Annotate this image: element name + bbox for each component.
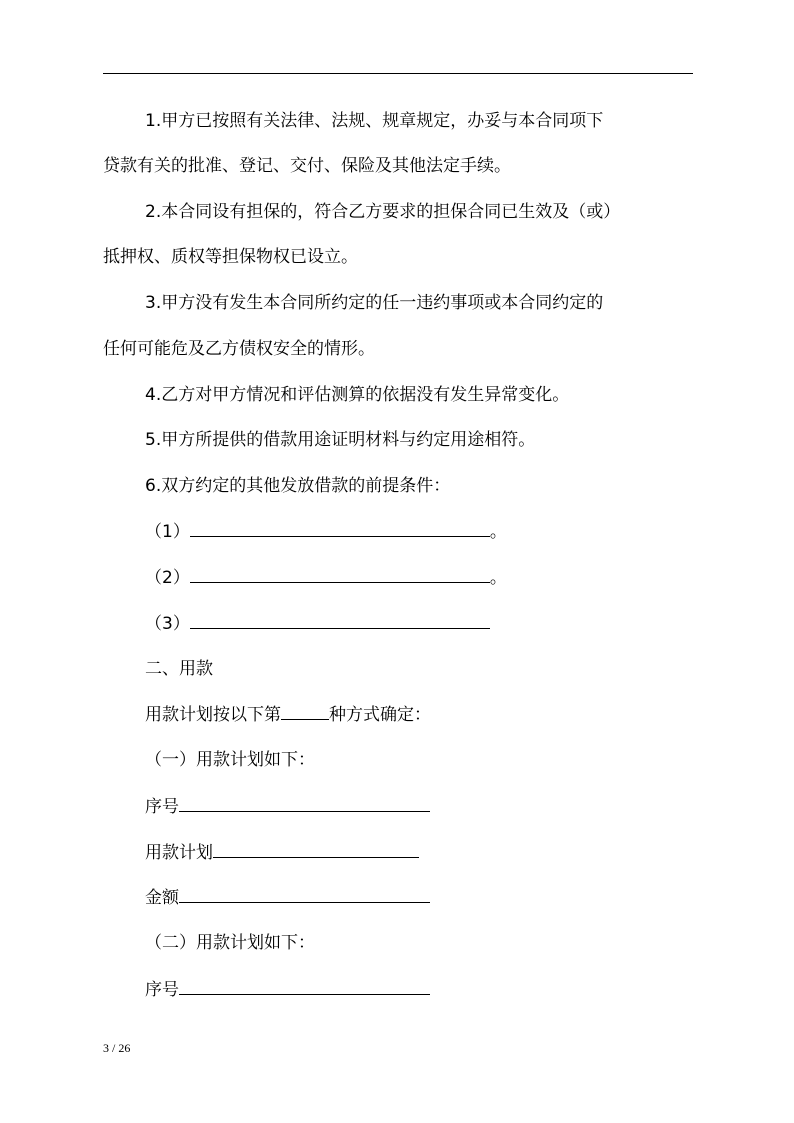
option-1-amount-blank xyxy=(179,886,430,903)
condition-1 xyxy=(145,520,507,543)
option-1-plan-blank xyxy=(213,841,419,858)
paragraph-1-line-1: 1.甲方已按照有关法律、法规、规章规定，办妥与本合同项下 xyxy=(145,111,604,131)
page-number: 3 / 26 xyxy=(103,1041,131,1055)
option-1-plan-label: 用款计划 xyxy=(145,843,213,863)
condition-3-label: （3） xyxy=(145,614,190,634)
condition-3-blank xyxy=(190,612,490,629)
plan-method-post: 种方式确定： xyxy=(329,705,431,725)
option-2-serial xyxy=(145,978,430,1001)
condition-1-label: （1） xyxy=(145,522,190,542)
paragraph-2-line-1: 2.本合同设有担保的，符合乙方要求的担保合同已生效及（或） xyxy=(145,202,621,222)
option-1-heading: （一）用款计划如下： xyxy=(145,750,315,770)
option-1-plan xyxy=(145,841,419,864)
section-heading: 二、用款 xyxy=(145,659,213,679)
condition-1-end: 。 xyxy=(489,522,507,542)
plan-method-blank xyxy=(281,703,329,720)
option-1-serial xyxy=(145,795,430,818)
option-1-amount-label: 金额 xyxy=(145,888,179,908)
option-1-serial-blank xyxy=(179,795,430,812)
paragraph-4: 4.乙方对甲方情况和评估测算的依据没有发生异常变化。 xyxy=(145,385,570,405)
option-2-heading: （二）用款计划如下： xyxy=(145,933,315,953)
header-rule xyxy=(103,73,693,74)
condition-3 xyxy=(145,612,490,635)
paragraph-5: 5.甲方所提供的借款用途证明材料与约定用途相符。 xyxy=(145,430,536,450)
condition-2 xyxy=(145,566,507,589)
paragraph-6: 6.双方约定的其他发放借款的前提条件： xyxy=(145,476,451,496)
plan-method-pre: 用款计划按以下第 xyxy=(145,705,281,725)
option-2-serial-blank xyxy=(179,978,430,995)
plan-method-line xyxy=(145,703,431,726)
option-1-amount xyxy=(145,886,430,909)
option-2-serial-label: 序号 xyxy=(145,980,179,1000)
option-1-serial-label: 序号 xyxy=(145,797,179,817)
condition-2-end: 。 xyxy=(489,568,507,588)
paragraph-3-line-1: 3.甲方没有发生本合同所约定的任一违约事项或本合同约定的 xyxy=(145,293,604,313)
paragraph-2-line-2: 抵押权、质权等担保物权已设立。 xyxy=(103,247,358,267)
condition-2-label: （2） xyxy=(145,568,190,588)
condition-2-blank xyxy=(190,566,490,583)
condition-1-blank xyxy=(190,520,490,537)
paragraph-3-line-2: 任何可能危及乙方债权安全的情形。 xyxy=(103,339,375,359)
paragraph-1-line-2: 贷款有关的批准、登记、交付、保险及其他法定手续。 xyxy=(103,156,511,176)
